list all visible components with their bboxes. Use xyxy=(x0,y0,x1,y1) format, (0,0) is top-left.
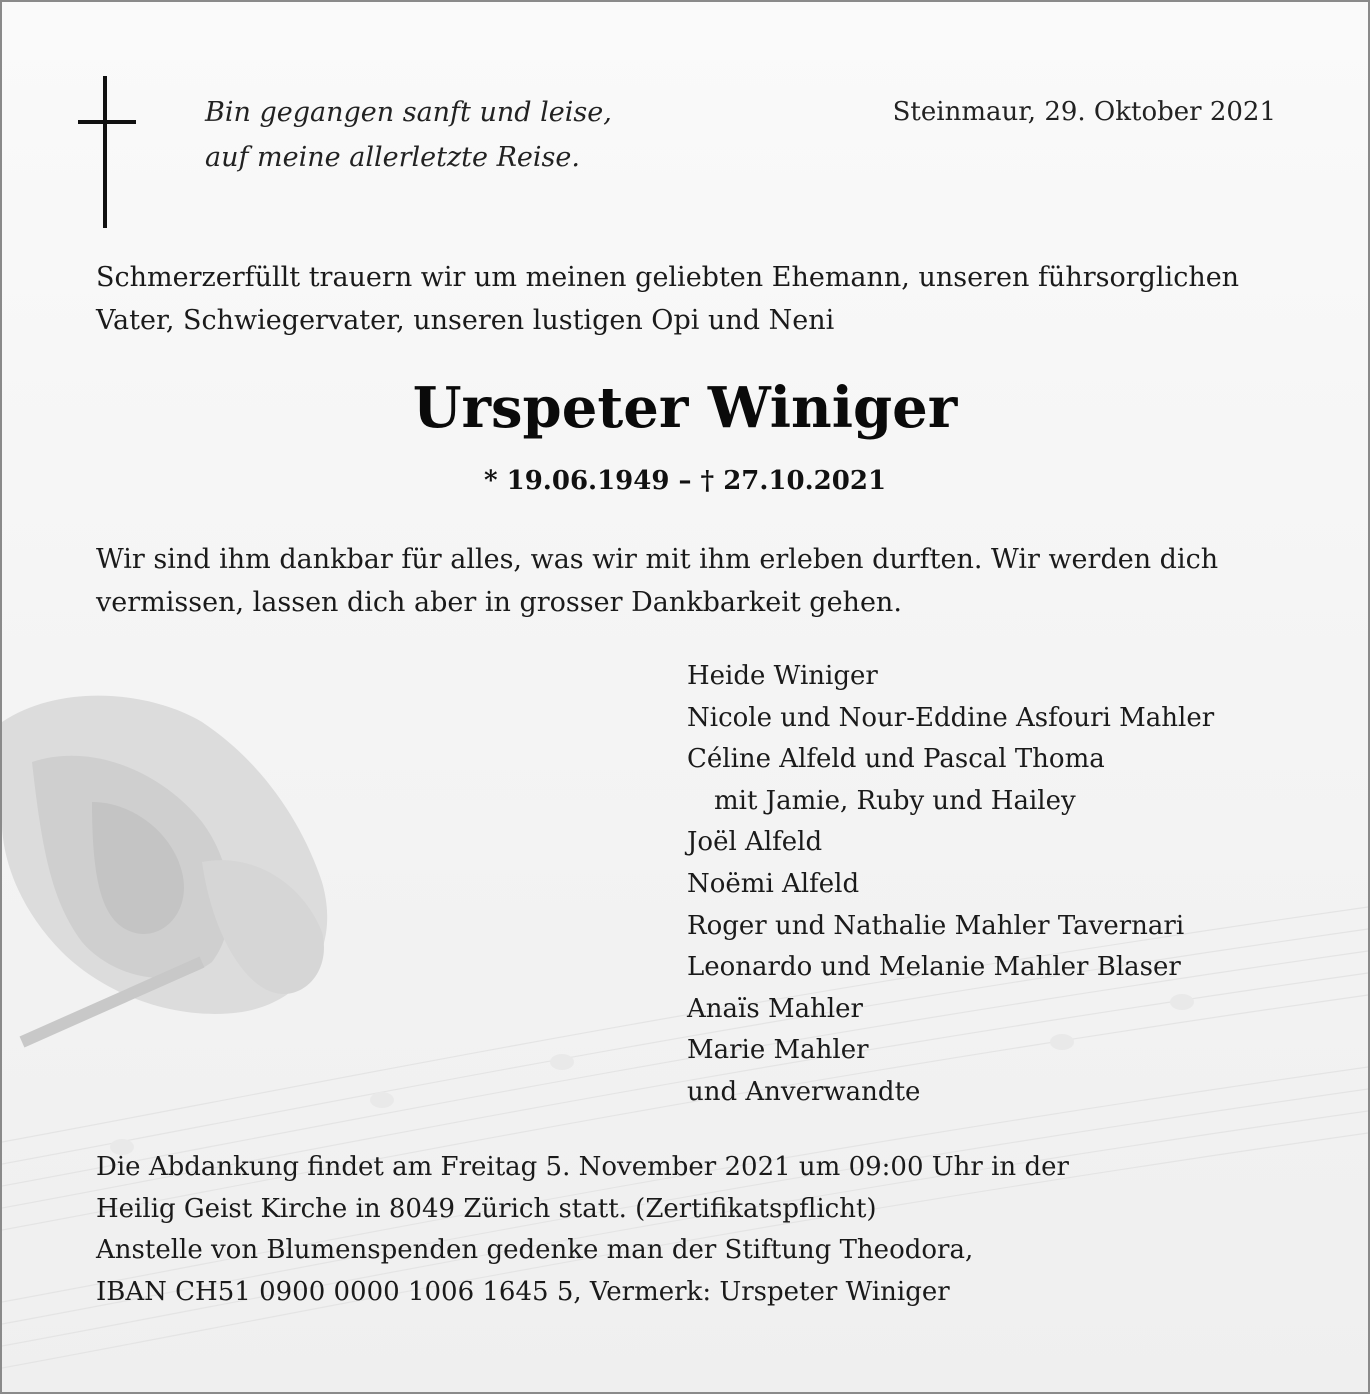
mourner: Leonardo und Melanie Mahler Blaser xyxy=(687,952,1181,983)
intro-line: Vater, Schwiegervater, unseren lustigen Opi und Neni xyxy=(96,305,835,336)
deceased-name: Urspeter Winiger xyxy=(412,375,958,441)
service-line: Heilig Geist Kirche in 8049 Zürich statt. (Zertifikatspflicht) xyxy=(96,1193,877,1224)
rose-icon xyxy=(2,696,327,1042)
mourner: Céline Alfeld und Pascal Thoma xyxy=(687,744,1105,775)
thanks-text xyxy=(96,538,1218,624)
memorial-verse xyxy=(205,90,612,180)
service-line: IBAN CH51 0900 0000 1006 1645 5, Vermerk: Urspeter Winiger xyxy=(96,1276,950,1307)
service-info xyxy=(96,1147,1069,1313)
mourner: Roger und Nathalie Mahler Tavernari xyxy=(687,910,1185,941)
mourner: Heide Winiger xyxy=(687,661,878,691)
intro-line: Schmerzerfüllt trauern wir um meinen geliebten Ehemann, unseren führsorglichen xyxy=(96,262,1240,293)
mourner: Nicole und Nour-Eddine Asfouri Mahler xyxy=(687,702,1215,733)
service-line: Anstelle von Blumenspenden gedenke man der Stiftung Theodora, xyxy=(96,1235,974,1265)
mourner: Joël Alfeld xyxy=(687,827,823,858)
mourner: mit Jamie, Ruby und Hailey xyxy=(714,785,1076,816)
intro-text xyxy=(96,256,1239,342)
verse-line: Bin gegangen sanft und leise, xyxy=(205,97,612,128)
cross-icon xyxy=(74,76,140,228)
mourners-list xyxy=(687,656,1214,1114)
place-date: Steinmaur, 29. Oktober 2021 xyxy=(892,97,1276,127)
mourner: Anaïs Mahler xyxy=(687,993,863,1024)
service-line: Die Abdankung findet am Freitag 5. November 2021 um 09:00 Uhr in der xyxy=(96,1152,1069,1182)
mourner: und Anverwandte xyxy=(687,1076,921,1107)
thanks-line: Wir sind ihm dankbar für alles, was wir mit ihm erleben durften. Wir werden dich xyxy=(96,544,1219,575)
life-dates: * 19.06.1949 – † 27.10.2021 xyxy=(483,466,887,496)
mourner: Noëmi Alfeld xyxy=(687,868,860,899)
mourner: Marie Mahler xyxy=(687,1035,869,1066)
verse-line: auf meine allerletzte Reise. xyxy=(205,142,580,173)
thanks-line: vermissen, lassen dich aber in grosser Dankbarkeit gehen. xyxy=(96,587,902,618)
